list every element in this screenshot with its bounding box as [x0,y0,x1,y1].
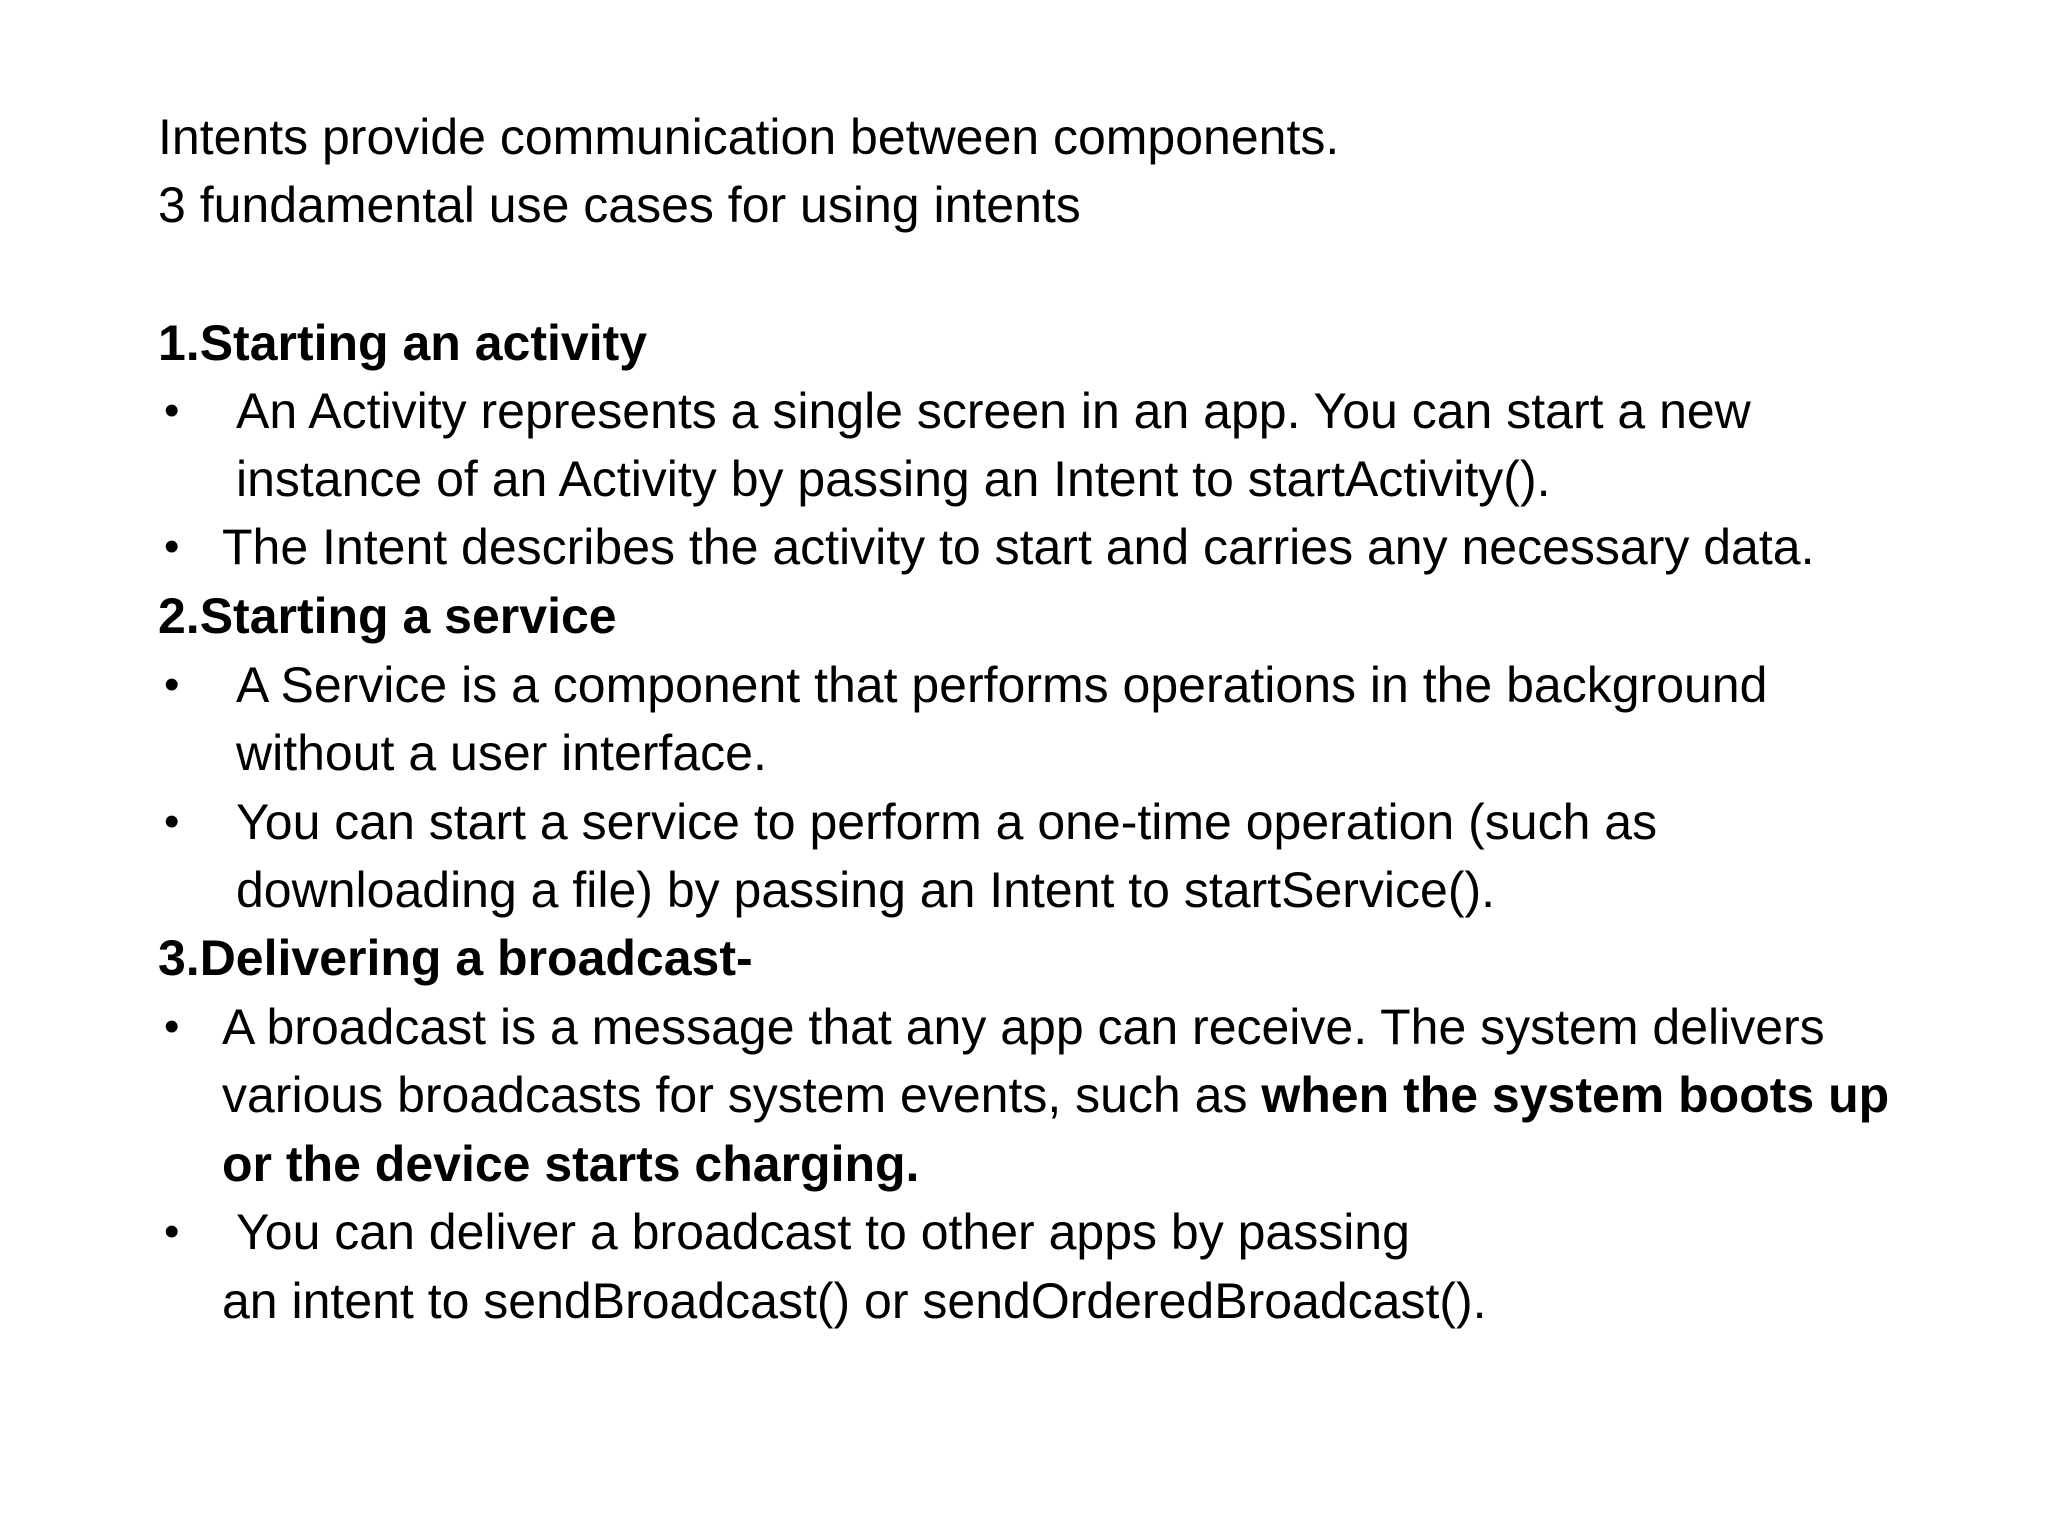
bullet-text: instance of an Activity by passing an Intent to startActivity(). [236,451,1551,507]
bullet-icon: • [164,1207,180,1256]
intro-line-2: 3 fundamental use cases for using intents [158,177,1081,233]
section-heading-starting-service: 2.Starting a service [158,588,617,644]
bullet-text-normal: various broadcasts for system events, such as [222,1067,1262,1123]
bullet-icon: • [164,522,180,571]
bullet-text: an intent to sendBroadcast() or sendOrderedBroadcast(). [222,1273,1487,1329]
bullet-text-bold: when the system boots up [1261,1067,1890,1123]
bullet-icon: • [164,1002,180,1051]
section-heading-delivering-broadcast: 3.Delivering a broadcast- [158,930,753,986]
bullet-text: An Activity represents a single screen in an app. You can start a new [236,383,1751,439]
bullet-icon: • [164,660,180,709]
bullet-text: downloading a file) by passing an Intent to startService(). [236,862,1496,918]
bullet-icon: • [164,386,180,435]
bullet-text: A Service is a component that performs operations in the background [236,657,1768,713]
bullet-text: without a user interface. [236,725,767,781]
bullet-text: The Intent describes the activity to start and carries any necessary data. [222,519,1815,575]
bullet-text: You can start a service to perform a one-time operation (such as [236,794,1658,850]
section-heading-starting-activity: 1.Starting an activity [158,315,648,371]
bullet-icon: • [164,797,180,846]
bullet-text: You can deliver a broadcast to other apps by passing [236,1204,1410,1260]
bullet-text: A broadcast is a message that any app can receive. The system delivers [222,999,1825,1055]
bullet-text-bold: or the device starts charging. [222,1136,920,1192]
bullet-text-mixed [222,1061,1889,1129]
intro-line-1: Intents provide communication between components. [158,109,1340,165]
